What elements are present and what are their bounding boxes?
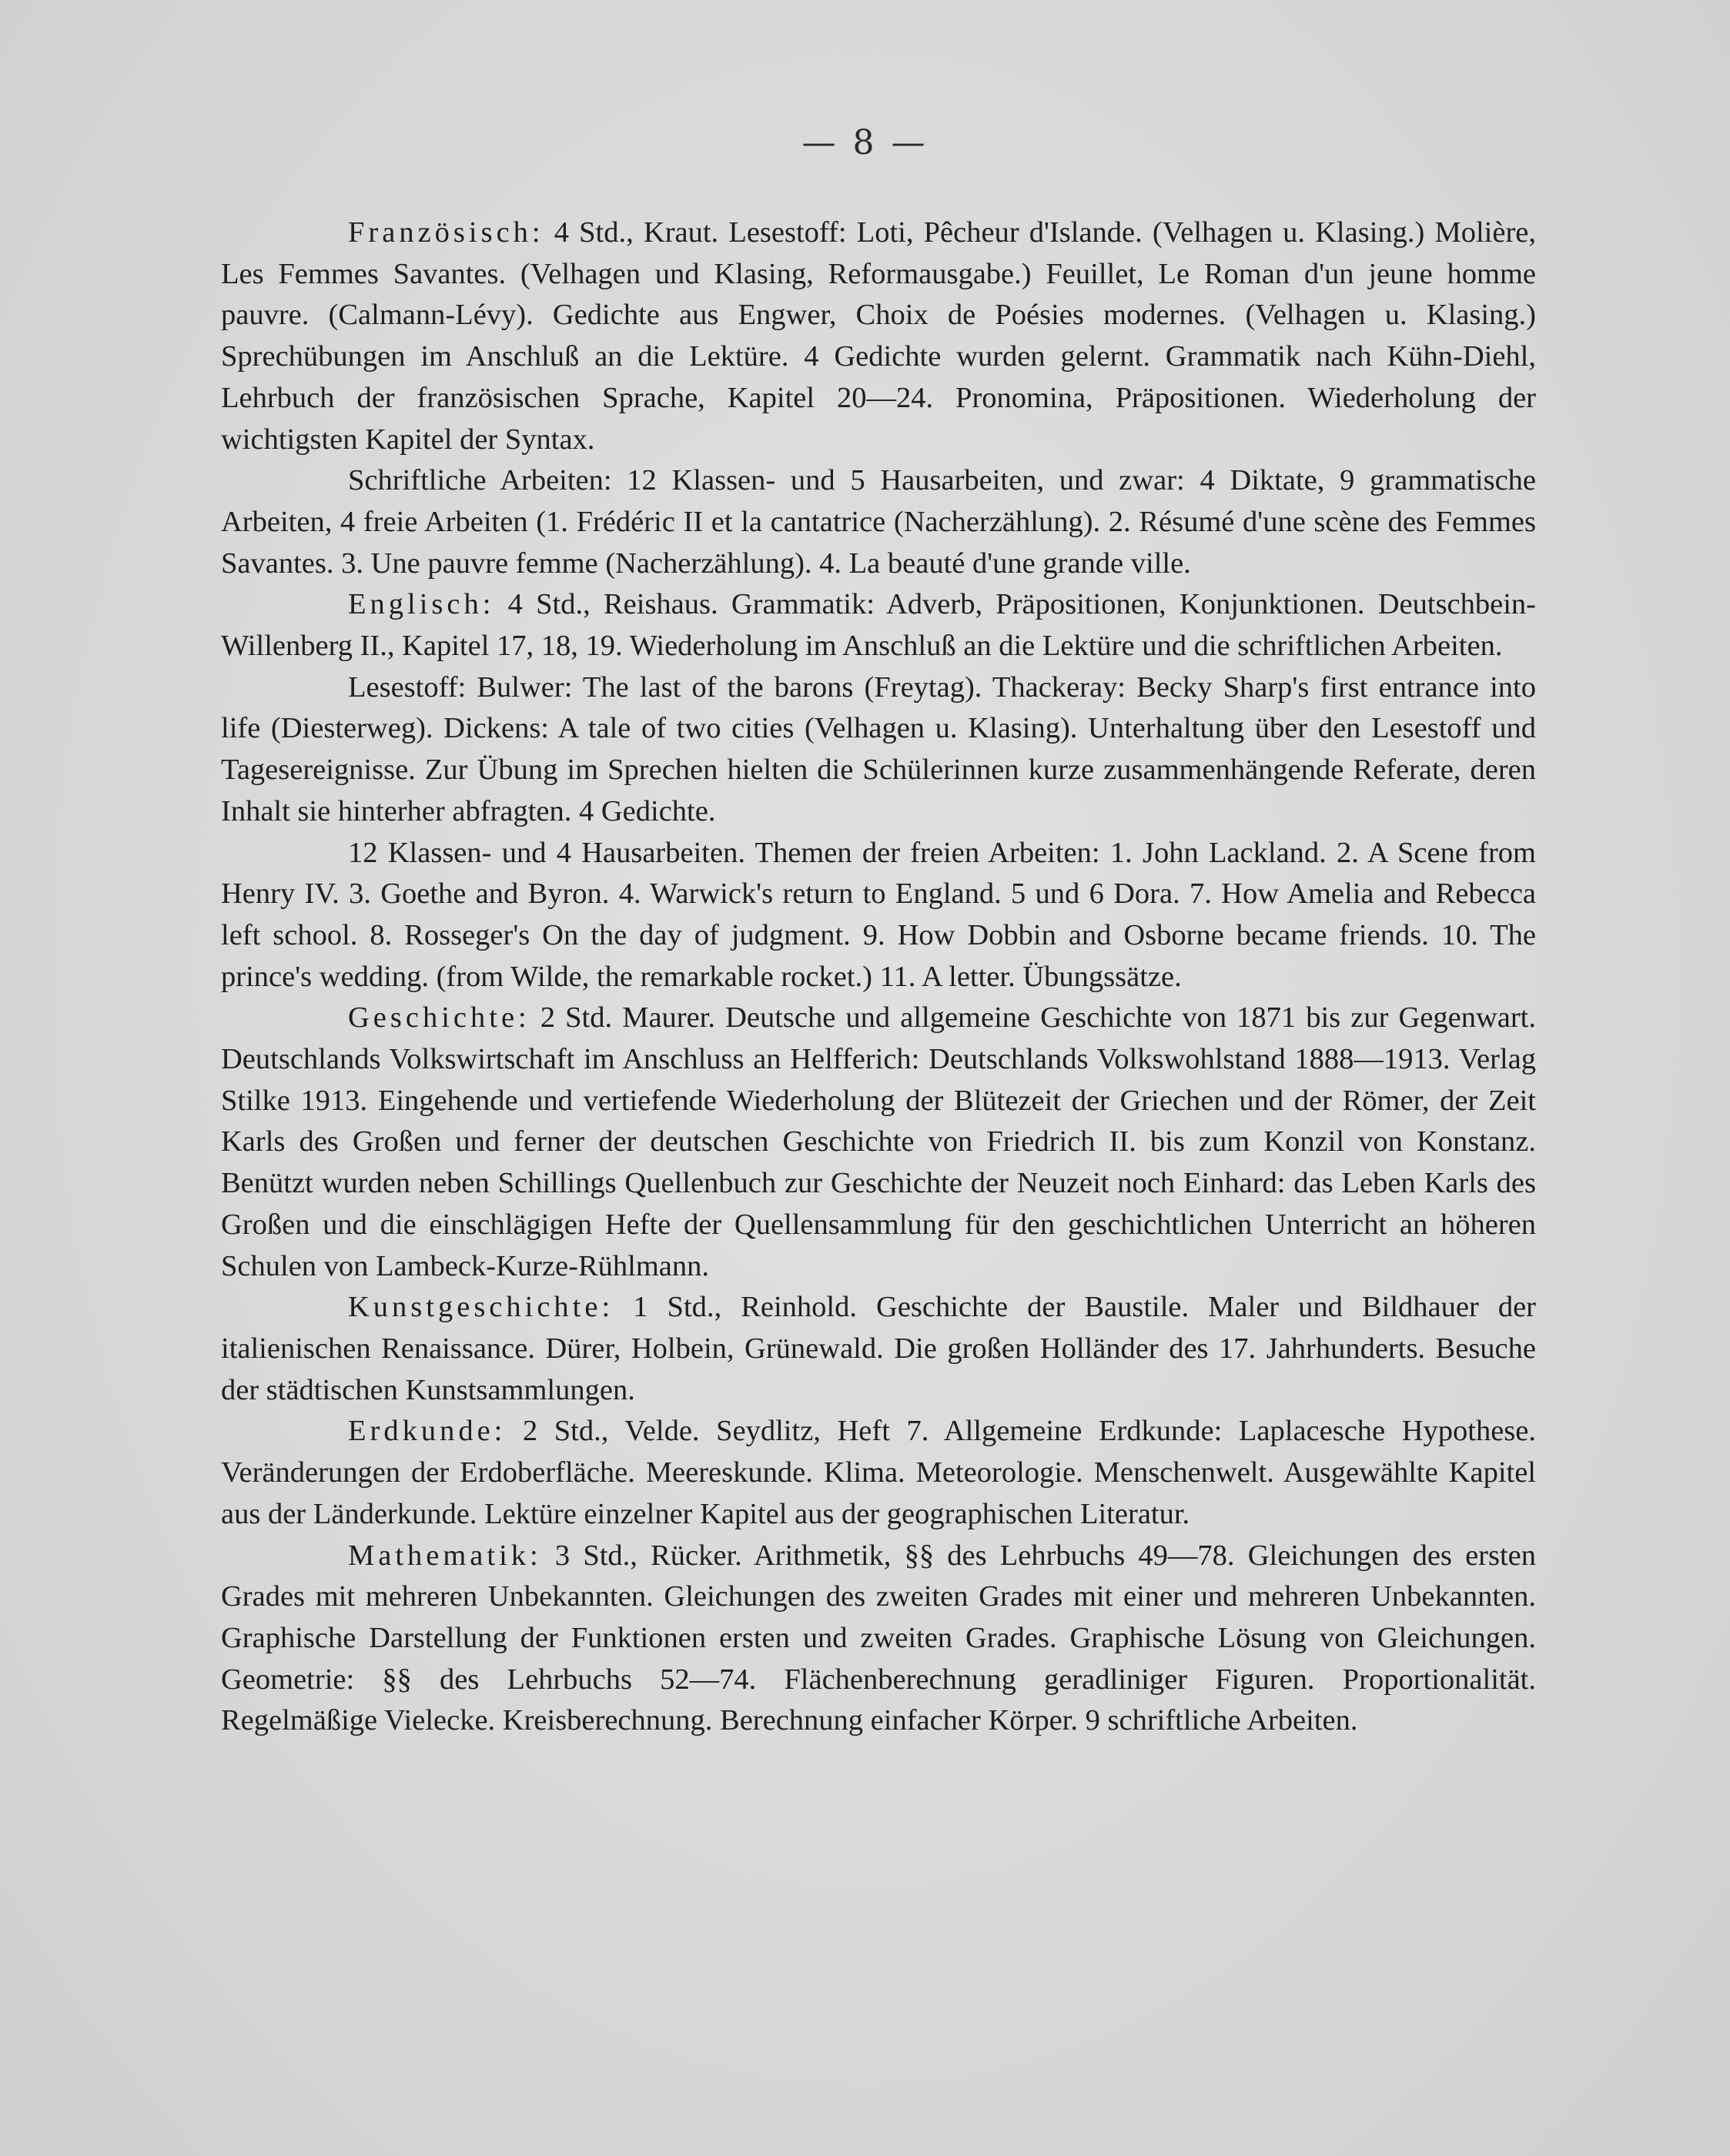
paragraph-lesestoff [221,667,1536,833]
paragraph-text: 4 Std., Reishaus. Grammatik: Adverb, Präpositionen, Konjunktionen. Deutschbein-Willenberg II., Kapitel 17, 18, 19. Wiederholung im Anschluß an die Lektüre und die schriftlichen Arbeiten. [221,588,1536,663]
paragraph-klassenarbeiten [221,833,1536,998]
subject-heading-erdkunde: Erdkunde: [348,1415,507,1448]
paragraph-text: 2 Std. Maurer. Deutsche und allgemeine Geschichte von 1871 bis zur Gegenwart. Deutschlands Volkswirtschaft im Anschluss an Helfferich: Deutschlands Volkswohlstand 1888—1913. Verlag Stilke 1913. Eingehende und vertiefende Wiederholung der Blütezeit der Griechen und der Römer, der Zeit Karls des Großen und ferner der deutschen Geschichte von Friedrich II. bis zum Konzil von Konstanz. Benützt wurden neben Schillings Quellenbuch zur Geschichte der Neuzeit noch Einhard: das Leben Karls des Großen und die einschlägigen Hefte der Quellensammlung für den geschichtlichen Unterricht an höheren Schulen von Lambeck-Kurze-Rühlmann. [221,1001,1536,1282]
paragraph-text: 2 Std., Velde. Seydlitz, Heft 7. Allgemeine Erdkunde: Laplacesche Hypothese. Veränderungen der Erdoberfläche. Meereskunde. Klima. Meteorologie. Menschenwelt. Ausgewählte Kapitel aus der Länderkunde. Lektüre einzelner Kapitel aus der geographischen Literatur. [221,1415,1536,1530]
paragraph-kunstgeschichte [221,1287,1536,1411]
paragraph-mathematik [221,1536,1536,1743]
paragraph-erdkunde [221,1411,1536,1535]
paragraph-text: 3 Std., Rücker. Arithmetik, §§ des Lehrbuchs 49—78. Gleichungen des ersten Grades mit mehreren Unbekannten. Gleichungen des zweiten Grades mit einer und mehreren Unbekannten. Graphische Darstellung der Funktionen ersten und zweiten Grades. Graphische Lösung von Gleichungen. Geometrie: §§ des Lehrbuchs 52—74. Flächenberechnung geradliniger Figuren. Proportionalität. Regelmäßige Vielecke. Kreisberechnung. Berechnung einfacher Körper. 9 schriftliche Arbeiten. [221,1539,1536,1737]
paragraph-text: Lesestoff: Bulwer: The last of the barons (Freytag). Thackeray: Becky Sharp's first entrance into life (Diesterweg). Dickens: A tale of two cities (Velhagen u. Klasing). Unterhaltung über den Lesestoff und Tagesereignisse. Zur Übung im Sprechen hielten die Schülerinnen kurze zusammenhängende Referate, deren Inhalt sie hinterher abfragten. 4 Gedichte. [221,670,1536,827]
paragraph-englisch [221,584,1536,667]
subject-heading-englisch: Englisch: [348,588,495,621]
paragraph-text: 12 Klassen- und 4 Hausarbeiten. Themen der freien Arbeiten: 1. John Lackland. 2. A Scene from Henry IV. 3. Goethe and Byron. 4. Warwick's return to England. 5 und 6 Dora. 7. How Amelia and Rebecca left school. 8. Rosseger's On the day of judgment. 9. How Dobbin and Osborne became friends. 10. The prince's wedding. (from Wilde, the remarkable rocket.) 11. A letter. Übungssätze. [221,836,1536,993]
subject-heading-franzoesisch: Französisch: [348,216,544,249]
page-number: — 8 — [801,123,929,162]
subject-heading-kunstgeschichte: Kunstgeschichte: [348,1291,614,1324]
paragraph-text: 1 Std., Reinhold. Geschichte der Baustile. Maler und Bildhauer der italienischen Renaissance. Dürer, Holbein, Grünewald. Die großen Holländer des 17. Jahrhunderts. Besuche der städtischen Kunstsammlungen. [221,1291,1536,1406]
paragraph-franzoesisch [221,212,1536,460]
subject-heading-geschichte: Geschichte: [348,1001,530,1035]
page-body [221,212,1536,1742]
paragraph-text: Schriftliche Arbeiten: 12 Klassen- und 5 Hausarbeiten, und zwar: 4 Diktate, 9 grammatische Arbeiten, 4 freie Arbeiten (1. Frédéric II et la cantatrice (Nacherzählung). 2. Résumé d'une scène des Femmes Savantes. 3. Une pauvre femme (Nacherzählung). 4. La beauté d'une grande ville. [221,464,1536,580]
subject-heading-mathematik: Mathematik: [348,1539,542,1572]
paragraph-text: 4 Std., Kraut. Lesestoff: Loti, Pêcheur d'Islande. (Velhagen u. Klasing.) Molière, Les Femmes Savantes. (Velhagen und Klasing, Reformausgabe.) Feuillet, Le Roman d'un jeune homme pauvre. (Calmann-Lévy). Gedichte aus Engwer, Choix de Poésies modernes. (Velhagen u. Klasing.) Sprechübungen im Anschluß an die Lektüre. 4 Gedichte wurden gelernt. Grammatik nach Kühn-Diehl, Lehrbuch der französischen Sprache, Kapitel 20—24. Pronomina, Präpositionen. Wiederholung der wichtigsten Kapitel der Syntax. [221,216,1536,456]
paragraph-schriftliche-arbeiten [221,460,1536,584]
paragraph-geschichte [221,998,1536,1287]
